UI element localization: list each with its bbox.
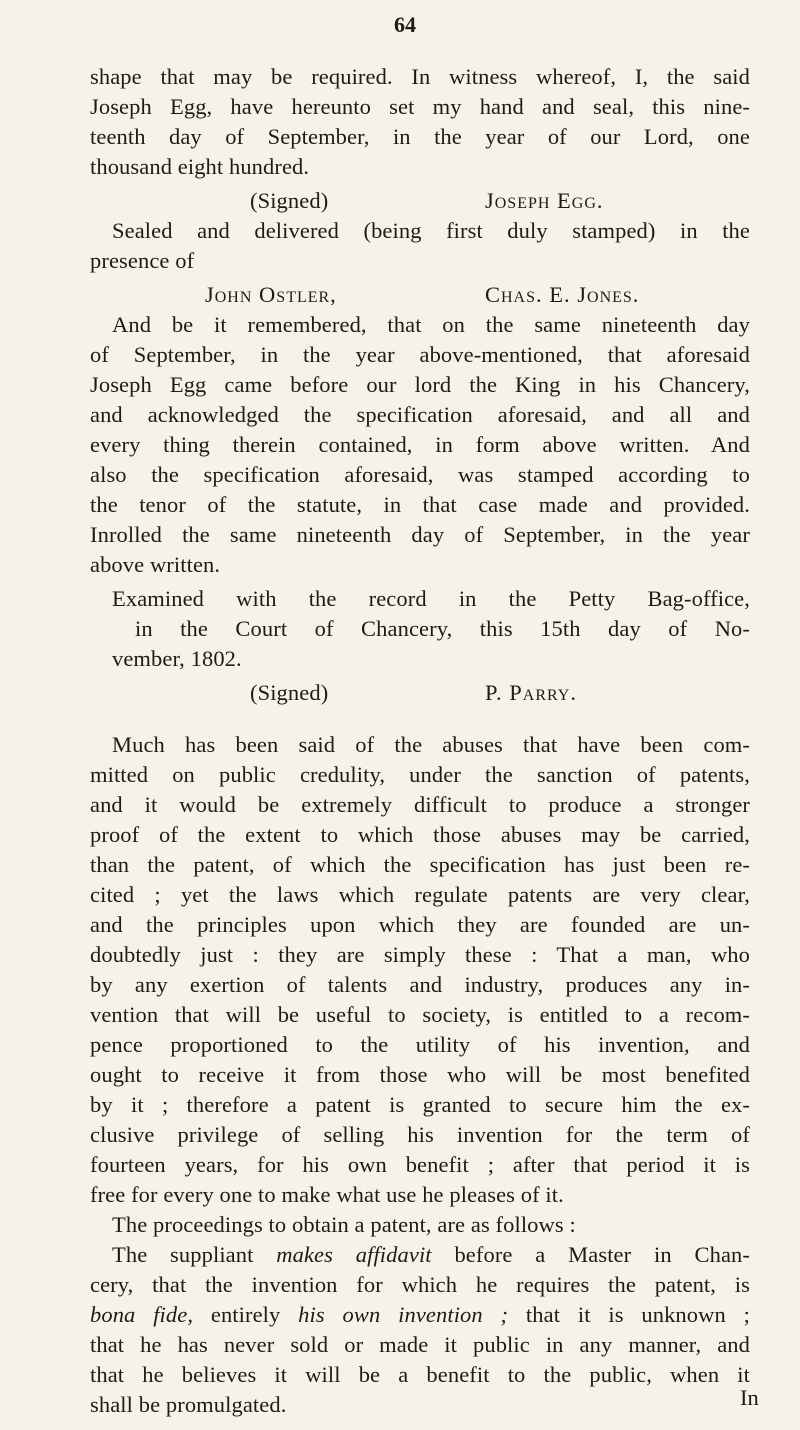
proceedings-text: entirely (193, 1302, 299, 1327)
commentary-line-5: than the patent, of which the specification has just been re- (90, 852, 750, 877)
examined-line-1: Examined with the record in the Petty Bag-office, (112, 586, 750, 611)
commentary-line-11: pence proportioned to the utility of his invention, and (90, 1032, 750, 1057)
enrolment-line-7: the tenor of the statute, in that case made and provided. (90, 492, 750, 517)
sealed-line-1: Sealed and delivered (being first duly stamped) in the (112, 218, 750, 243)
commentary-line-12: ought to receive it from those who will be most benefited (90, 1062, 750, 1087)
proceedings-italic-text: makes affidavit (276, 1242, 432, 1267)
proceedings-italic-text: bona fide, (90, 1302, 194, 1327)
examined-line-3: vember, 1802. (112, 646, 242, 671)
commentary-line-7: and the principles upon which they are founded are un- (90, 912, 750, 937)
proceedings-line-5: that he has never sold or made it public in any manner, and (90, 1332, 750, 1357)
signed-label: (Signed) (250, 188, 329, 213)
commentary-line-1: Much has been said of the abuses that have been com- (112, 732, 750, 757)
attestation-line-3: teenth day of September, in the year of our Lord, one (90, 124, 750, 149)
commentary-line-16: free for every one to make what use he pleases of it. (90, 1182, 564, 1207)
commentary-line-15: fourteen years, for his own benefit ; after that period it is (90, 1152, 750, 1177)
commentary-line-10: vention that will be useful to society, is entitled to a recom- (90, 1002, 750, 1027)
examined-signed-label: (Signed) (250, 680, 329, 705)
proceedings-line-6: that he believes it will be a benefit to the public, when it (90, 1362, 750, 1387)
commentary-line-6: cited ; yet the laws which regulate patents are very clear, (90, 882, 750, 907)
attestation-line-1: shape that may be required. In witness whereof, I, the said (90, 64, 750, 89)
witness-1: John Ostler, (205, 282, 337, 307)
commentary-line-9: by any exertion of talents and industry, produces any in- (90, 972, 750, 997)
enrolment-line-2: of September, in the year above-mentioned, that aforesaid (90, 342, 750, 367)
enrolment-line-4: and acknowledged the specification aforesaid, and all and (90, 402, 750, 427)
enrolment-line-9: above written. (90, 552, 221, 577)
commentary-line-4: proof of the extent to which those abuses may be carried, (90, 822, 750, 847)
commentary-line-3: and it would be extremely difficult to produce a stronger (90, 792, 750, 817)
commentary-line-8: doubtedly just : they are simply these : That a man, who (90, 942, 750, 967)
signed-name: Joseph Egg. (485, 188, 604, 213)
enrolment-line-5: every thing therein contained, in form above written. And (90, 432, 750, 457)
page-number: 64 (394, 12, 416, 37)
proceedings-line-3: cery, that the invention for which he requires the patent, is (90, 1272, 750, 1297)
commentary-line-13: by it ; therefore a patent is granted to secure him the ex- (90, 1092, 750, 1117)
attestation-line-4: thousand eight hundred. (90, 154, 310, 179)
proceedings-line-2 (112, 1240, 750, 1270)
examined-line-2: in the Court of Chancery, this 15th day of No- (135, 616, 750, 641)
witness-2: Chas. E. Jones. (485, 282, 640, 307)
attestation-line-2: Joseph Egg, have hereunto set my hand and seal, this nine- (90, 94, 750, 119)
proceedings-text: The suppliant (112, 1242, 277, 1267)
enrolment-line-6: also the specification aforesaid, was stamped according to (90, 462, 750, 487)
catchword: In (740, 1385, 759, 1410)
enrolment-line-1: And be it remembered, that on the same nineteenth day (112, 312, 750, 337)
proceedings-line-1: The proceedings to obtain a patent, are as follows : (112, 1212, 576, 1237)
proceedings-line-4 (90, 1300, 750, 1330)
proceedings-italic-text: his own invention ; (298, 1302, 509, 1327)
examined-signed-name: P. Parry. (485, 680, 577, 705)
proceedings-text: before a Master in Chan- (431, 1242, 750, 1267)
sealed-line-2: presence of (90, 248, 195, 273)
enrolment-line-3: Joseph Egg came before our lord the King in his Chancery, (90, 372, 750, 397)
commentary-line-14: clusive privilege of selling his invention for the term of (90, 1122, 750, 1147)
enrolment-line-8: Inrolled the same nineteenth day of September, in the year (90, 522, 750, 547)
proceedings-text: that it is unknown ; (508, 1302, 750, 1327)
proceedings-line-7: shall be promulgated. (90, 1392, 287, 1417)
commentary-line-2: mitted on public credulity, under the sanction of patents, (90, 762, 750, 787)
